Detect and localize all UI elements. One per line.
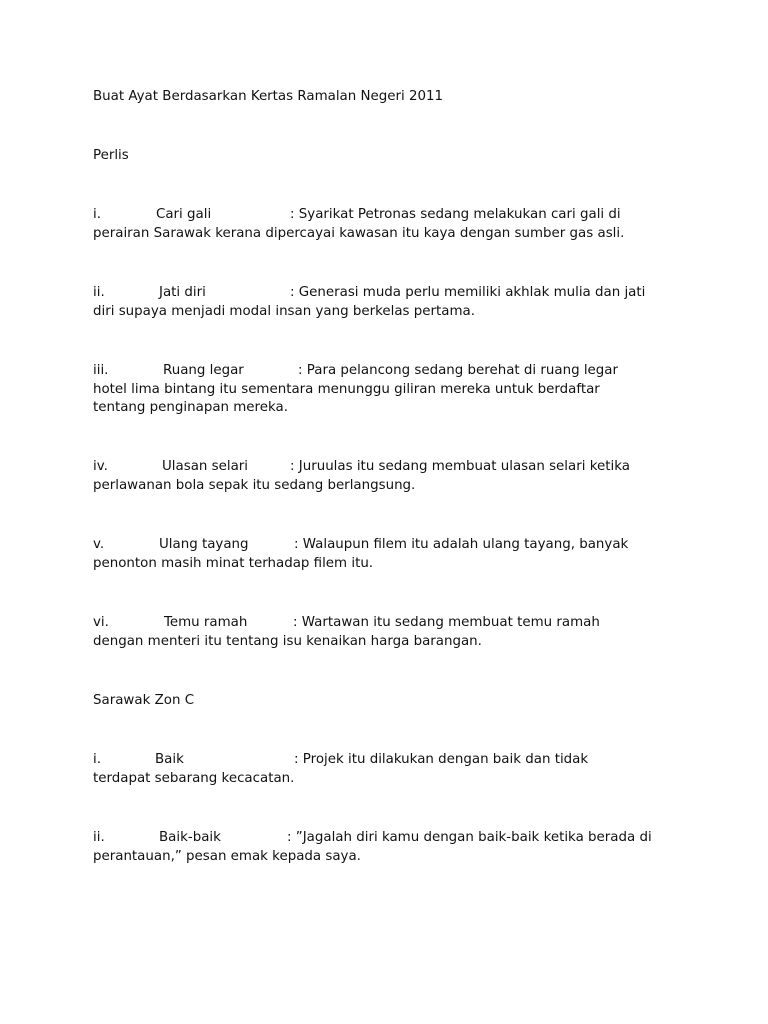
item-term: Cari gali: [156, 207, 212, 222]
item-number: v.: [93, 537, 105, 552]
item-number: ii.: [93, 830, 105, 845]
item-term: Temu ramah: [164, 615, 248, 630]
item-sentence-continuation: penonton masih minat terhadap filem itu.: [93, 555, 374, 571]
list-item: [93, 458, 693, 495]
item-number: i.: [93, 752, 101, 767]
item-number: iv.: [93, 459, 108, 474]
item-sentence-continuation: tentang penginapan mereka.: [93, 400, 288, 416]
item-sentence-continuation: perairan Sarawak kerana dipercayai kawasan itu kaya dengan sumber gas asli.: [93, 225, 625, 241]
item-sentence-continuation: perlawanan bola sepak itu sedang berlangsung.: [93, 477, 416, 493]
item-term: Baik-baik: [159, 830, 221, 845]
item-sentence-line: : Projek itu dilakukan dengan baik dan tidak: [294, 752, 589, 767]
item-number: vi.: [93, 615, 109, 630]
item-sentence-continuation: diri supaya menjadi modal insan yang berkelas pertama.: [93, 303, 475, 319]
item-number: i.: [93, 207, 101, 222]
item-sentence-line: : Wartawan itu sedang membuat temu ramah: [293, 615, 600, 630]
item-term: Jati diri: [159, 285, 206, 300]
item-sentence-continuation: dengan menteri itu tentang isu kenaikan harga barangan.: [93, 633, 482, 649]
item-term: Baik: [155, 752, 184, 767]
list-item: [93, 206, 693, 243]
item-sentence-line: : Juruulas itu sedang membuat ulasan selari ketika: [290, 459, 630, 474]
item-number: iii.: [93, 363, 109, 378]
list-item: [93, 362, 693, 418]
item-sentence-continuation: hotel lima bintang itu sementara menunggu giliran mereka untuk berdaftar: [93, 381, 600, 397]
item-sentence-line: : Para pelancong sedang berehat di ruang legar: [298, 363, 619, 378]
item-sentence-line: : Generasi muda perlu memiliki akhlak mulia dan jati: [290, 285, 646, 300]
item-sentence-line: : Walaupun filem itu adalah ulang tayang, banyak: [294, 537, 629, 552]
list-item: [93, 536, 693, 573]
item-sentence-continuation: terdapat sebarang kecacatan.: [93, 770, 295, 786]
item-sentence-line: : ”Jagalah diri kamu dengan baik-baik ketika berada di: [287, 830, 652, 845]
list-item: [93, 614, 693, 651]
item-term: Ulang tayang: [159, 537, 249, 552]
section-heading-sarawak: Sarawak Zon C: [93, 693, 195, 708]
list-item: [93, 751, 693, 788]
item-term: Ulasan selari: [162, 459, 249, 474]
document-title: Buat Ayat Berdasarkan Kertas Ramalan Negeri 2011: [93, 89, 444, 104]
list-item: [93, 829, 693, 866]
item-number: ii.: [93, 285, 105, 300]
item-term: Ruang legar: [163, 363, 244, 378]
item-sentence-continuation: perantauan,” pesan emak kepada saya.: [93, 848, 361, 864]
list-item: [93, 284, 693, 321]
item-sentence-line: : Syarikat Petronas sedang melakukan cari gali di: [290, 207, 621, 222]
section-heading-perlis: Perlis: [93, 148, 129, 163]
